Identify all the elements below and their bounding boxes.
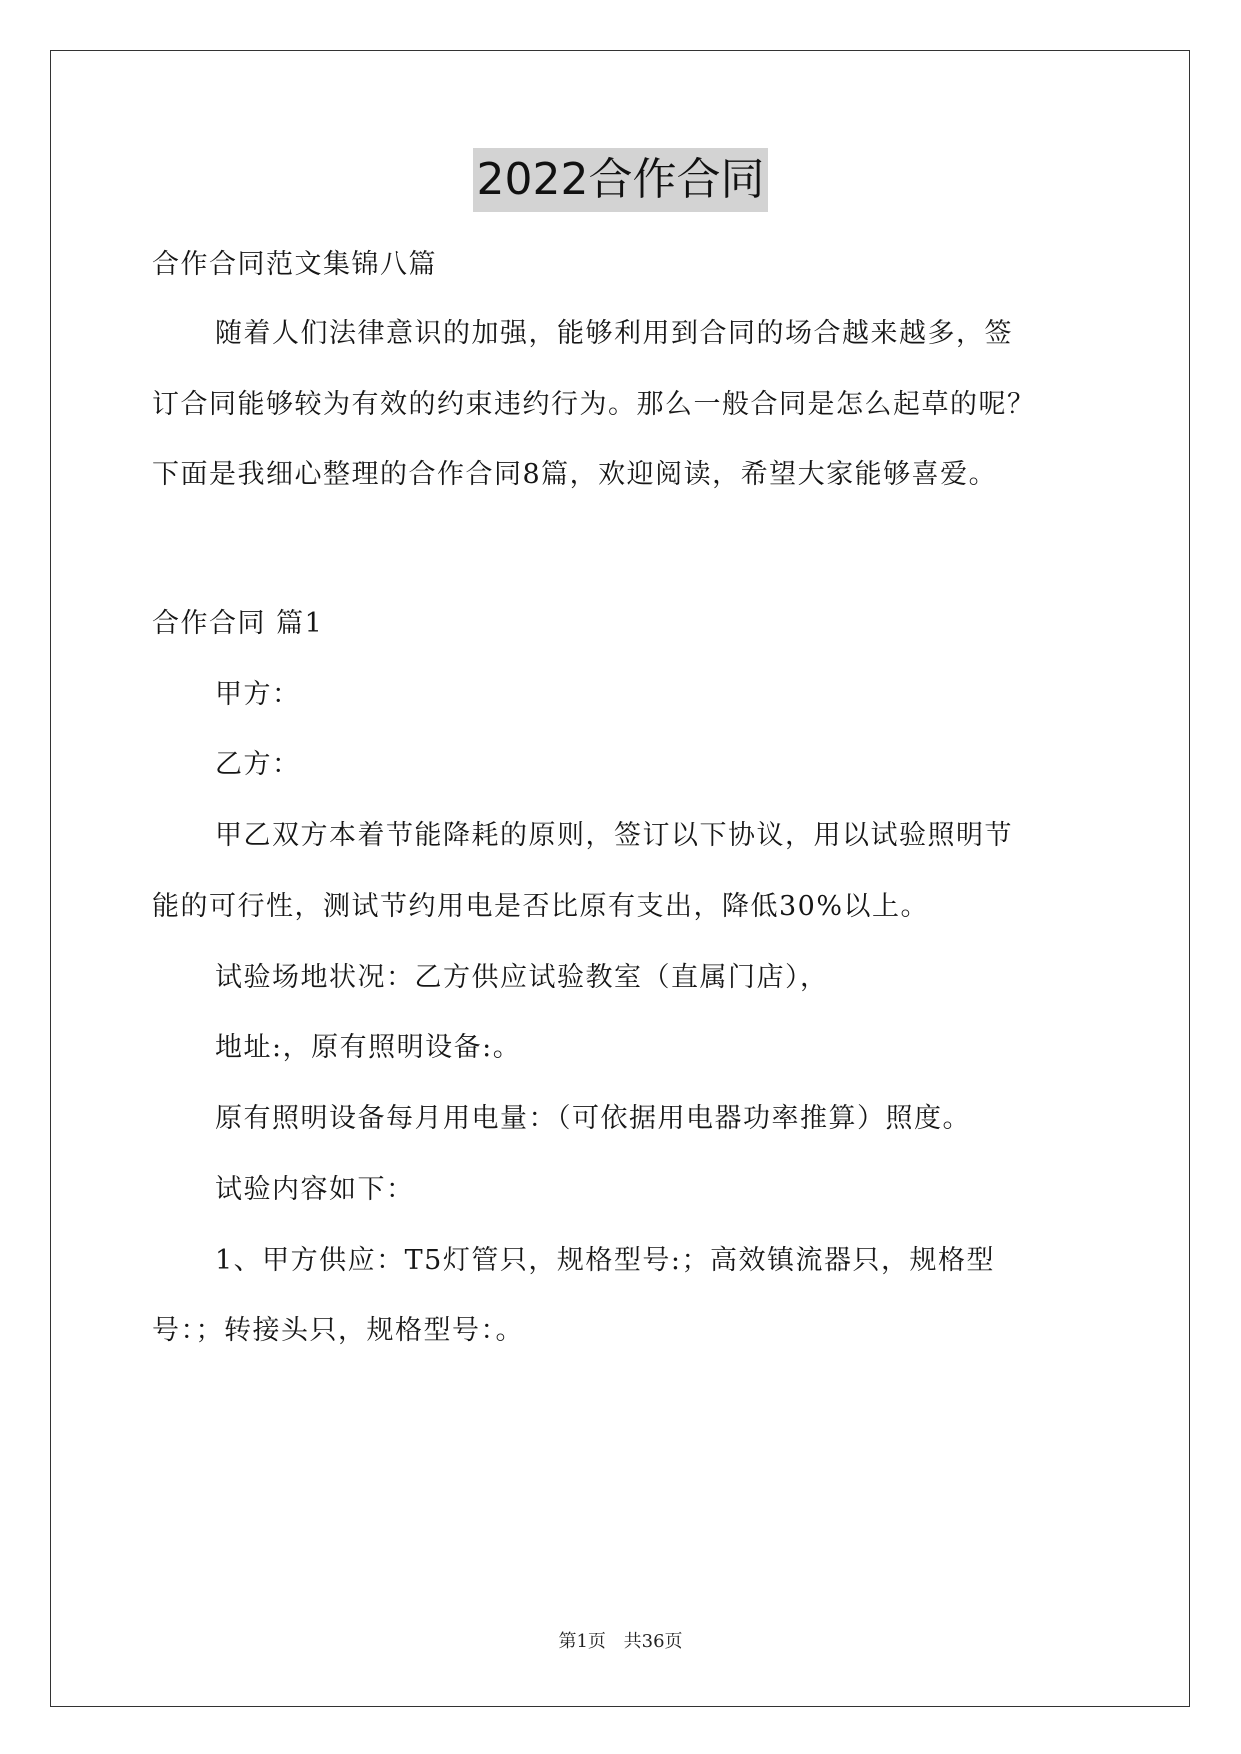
body-line-10: 号：；转接头只，规格型号：。: [152, 1315, 524, 1346]
intro-line-2: 订合同能够较为有效的约束违约行为。那么一般合同是怎么起草的呢？: [152, 389, 1036, 420]
body-line-5: 试验场地状况：乙方供应试验教室（直属门店），: [215, 962, 829, 993]
party-b-line: 乙方：: [215, 749, 301, 780]
section-heading: 合作合同 篇1: [152, 608, 324, 639]
document-title: 2022合作合同: [473, 148, 769, 212]
page-number: 第1页: [558, 1631, 606, 1652]
total-pages: 共36页: [623, 1631, 683, 1652]
intro-line-3: 下面是我细心整理的合作合同8篇，欢迎阅读，希望大家能够喜爱。: [152, 459, 998, 490]
page-footer: [0, 1630, 1241, 1654]
page-border: [50, 50, 1190, 1707]
body-line-3: 甲乙双方本着节能降耗的原则，签订以下协议，用以试验照明节: [215, 820, 1013, 851]
document-subtitle: 合作合同范文集锦八篇: [152, 249, 437, 280]
body-line-9: 1、甲方供应：T5灯管只，规格型号:；高效镇流器只，规格型: [215, 1245, 995, 1276]
body-line-4: 能的可行性，测试节约用电是否比原有支出，降低30%以上。: [152, 891, 930, 922]
body-line-6: 地址:，原有照明设备:。: [215, 1032, 522, 1063]
body-line-7: 原有照明设备每月用电量：（可依据用电器功率推算）照度。: [215, 1103, 971, 1134]
body-line-8: 试验内容如下：: [215, 1174, 415, 1205]
intro-line-1: 随着人们法律意识的加强，能够利用到合同的场合越来越多，签: [215, 318, 1013, 349]
party-a-line: 甲方：: [215, 679, 301, 710]
title-container: [0, 148, 1241, 212]
